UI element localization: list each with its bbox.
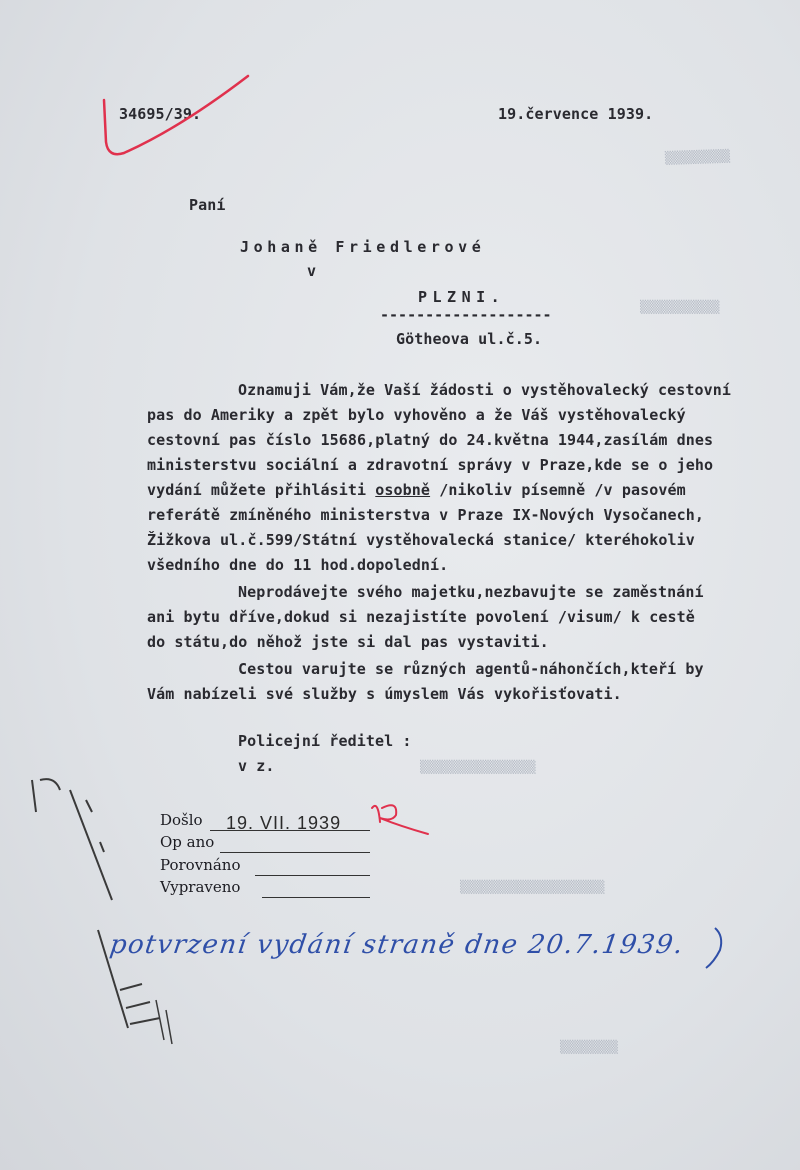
pencil-mark <box>40 779 60 790</box>
recipient-name: Johaně Friedlerové <box>240 238 486 256</box>
handwritten-note: potvrzení vydání straně dne 20.7.1939. <box>107 930 686 960</box>
bleed-through-text: ▒▒▒▒▒▒▒▒▒▒▒▒▒▒▒▒ <box>420 760 536 774</box>
signature-title: Policejní ředitel : <box>238 732 412 750</box>
city: PLZNI. <box>418 288 506 306</box>
body-line: Cestou varujte se různých agentů-náhončích,kteří by <box>238 660 704 678</box>
bleed-through-text: ▒▒▒▒▒▒▒▒▒▒▒ <box>640 300 720 314</box>
pencil-mark <box>156 1000 172 1044</box>
stamp-received-label: Došlo <box>160 811 203 829</box>
body-line: Žižkova ul.č.599/Státní vystěhovalecká stanice/ kteréhokoliv <box>147 531 695 549</box>
ink-flourish <box>706 928 721 968</box>
body-line: do státu,do něhož jste si dal pas vystaviti. <box>147 633 549 651</box>
pencil-mark <box>32 780 36 812</box>
city-underline: ------------------- <box>380 306 552 324</box>
preposition: v <box>307 262 317 280</box>
body-line: Neprodávejte svého majetku,nezbavujte se zaměstnání <box>238 583 704 601</box>
signature-proxy: v z. <box>238 757 275 775</box>
body-line: ani bytu dříve,dokud si nezajistíte povolení /visum/ k cestě <box>147 608 695 626</box>
street-address: Götheova ul.č.5. <box>396 330 543 348</box>
body-text: /nikoliv písemně /v pasovém <box>430 481 686 499</box>
reference-number: 34695/39. <box>119 105 202 123</box>
pencil-mark <box>70 790 112 900</box>
pencil-mark <box>98 930 128 1028</box>
bleed-through-text: ▒▒▒▒▒▒▒▒▒ <box>664 148 731 166</box>
stamp-copy-label: Op ano <box>160 833 215 851</box>
stamp-compared-label: Porovnáno <box>160 856 241 874</box>
body-line: pas do Ameriky a zpět bylo vyhověno a že Váš vystěhovalecký <box>147 406 686 424</box>
body-line: Vám nabízeli své služby s úmyslem Vás vykořisťovati. <box>147 685 622 703</box>
body-line: cestovní pas číslo 15686,platný do 24.května 1944,zasílám dnes <box>147 431 714 449</box>
stamp-received-date: 19. VII. 1939 <box>226 813 342 833</box>
body-line: referátě zmíněného ministerstva v Praze IX-Nových Vysočanech, <box>147 506 704 524</box>
body-text: vydání můžete přihlásiti <box>147 481 376 499</box>
pencil-mark <box>86 800 104 852</box>
bleed-through-text: ▒▒▒▒▒▒▒▒ <box>560 1040 618 1054</box>
red-check-mark <box>104 76 248 154</box>
bleed-through-text: ▒▒▒▒▒▒▒▒▒▒▒▒▒▒▒▒▒▒▒▒ <box>460 880 605 894</box>
letter-date: 19.července 1939. <box>498 105 654 123</box>
pencil-mark <box>120 984 160 1024</box>
stamp-dispatched-label: Vypraveno <box>160 878 241 896</box>
salutation: Paní <box>189 196 226 214</box>
body-line: Oznamuji Vám,že Vaší žádosti o vystěhovalecký cestovní <box>238 381 732 399</box>
emphasized-word: osobně <box>375 481 431 499</box>
red-initials <box>372 805 428 834</box>
body-line: ministerstvu sociální a zdravotní správy v Praze,kde se o jeho <box>147 456 714 474</box>
body-line: všedního dne do 11 hod.dopolední. <box>147 556 449 574</box>
